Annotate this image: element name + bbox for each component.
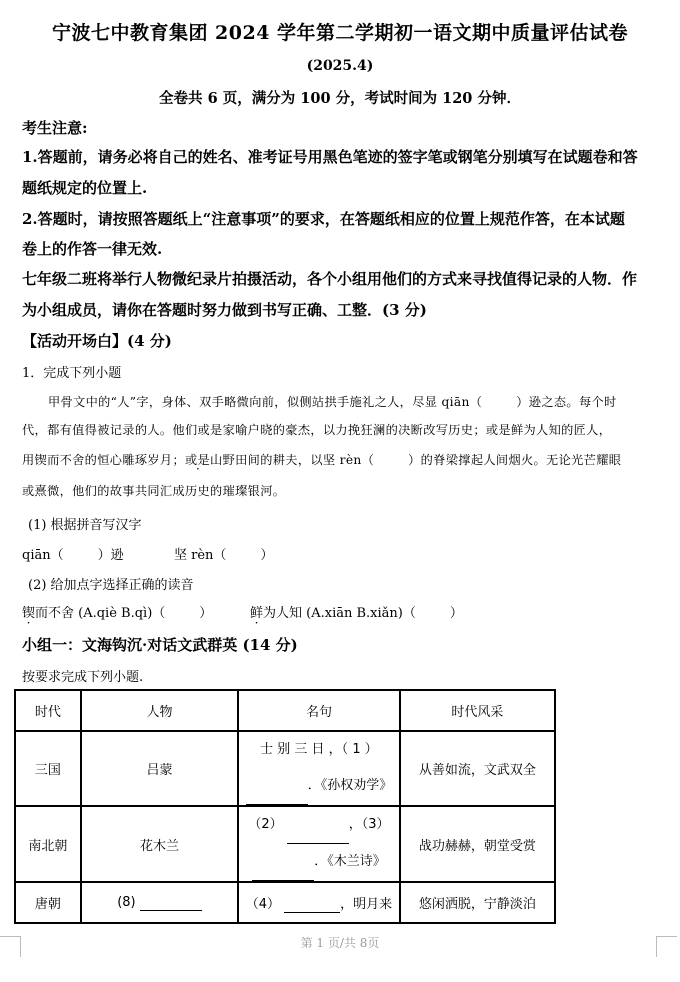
- cell-quote: （2） ，（3） ．《木兰诗》: [238, 806, 399, 882]
- exam-score-line: 全卷共 6 页，满分为 100 分，考试时间为 120 分钟．: [159, 90, 521, 107]
- table-header-era: 时代: [15, 690, 81, 731]
- exam-date: (2025.4): [306, 58, 374, 74]
- cell-era: 唐朝: [15, 882, 81, 923]
- answer-line-1[interactable]: [246, 768, 308, 805]
- note-2-line-a: 2.答题时，请按照答题纸上“注意事项”的要求，在答题纸相应的位置上规范作答，在本试题: [22, 210, 625, 228]
- cell-person: 吕蒙: [81, 731, 238, 806]
- subquestion-2-item-b: 鲜为人知 (A.xiān B.xiǎn)（ ）: [250, 606, 463, 621]
- passage-line-4: 或熹微，他们的故事共同汇成历史的璀璨银河。: [22, 484, 286, 498]
- answer-line-8[interactable]: [140, 895, 202, 911]
- passage-line-2: 代，都有值得被记录的人。他们或是家喻户晓的豪杰，以力挽狂澜的决断改写历史；或是鲜为人知的匠人，: [22, 423, 612, 437]
- page-footer: 第 1 页/共 8页: [300, 936, 380, 950]
- passage-line-1: 甲骨文中的“人”字，身体、双手略微向前，似侧站拱手施礼之人，尽显 qiān（ ）逊之态。每个时: [48, 395, 617, 409]
- subquestion-1-label: (1) 根据拼音写汉字: [28, 518, 142, 533]
- group1-instruction: 按要求完成下列小题.: [22, 670, 144, 685]
- intro-line-a: 七年级二班将举行人物微纪录片拍摄活动，各个小组用他们的方式来寻找值得记录的人物．作: [22, 270, 638, 288]
- note-1-line-b: 题纸规定的位置上.: [22, 179, 148, 197]
- table-row: [15, 731, 555, 806]
- cell-era: 南北朝: [15, 806, 81, 882]
- subquestion-2-label: (2) 给加点字选择正确的读音: [28, 578, 194, 593]
- question-1-label: 1．完成下列小题: [22, 366, 122, 381]
- cell-style: 从善如流，文武双全: [400, 731, 555, 806]
- exam-title: 宁波七中教育集团 2024 学年第二学期初一语文期中质量评估试卷: [51, 22, 629, 44]
- answer-line-3[interactable]: [252, 844, 314, 881]
- subquestion-1-item-a: qiān（ ）逊: [22, 548, 124, 563]
- notes-heading: 考生注意:: [22, 119, 88, 137]
- cell-style: 战功赫赫，朝堂受赏: [400, 806, 555, 882]
- intro-line-b: 为小组成员，请你在答题时努力做到书写正确、工整．(3 分): [22, 301, 427, 319]
- cell-style: 悠闲洒脱，宁静淡泊: [400, 882, 555, 923]
- cell-quote: （4） ，明月来: [238, 882, 399, 923]
- table-row: [15, 806, 555, 882]
- table-header-quote: 名句: [238, 690, 399, 731]
- subquestion-1-item-b: 坚 rèn（ ）: [174, 548, 274, 563]
- subquestion-2-item-a: 锲而不舍 (A.qiè B.qì)（ ）: [22, 606, 213, 621]
- answer-line-2[interactable]: [287, 807, 349, 844]
- cell-person: 花木兰: [81, 806, 238, 882]
- cell-quote: 士 别 三 日 ，（ 1 ） ．《孙权劝学》: [238, 731, 399, 806]
- table-header-person: 人物: [81, 690, 238, 731]
- answer-line-4[interactable]: [284, 897, 340, 913]
- note-1-line-a: 1.答题前，请务必将自己的姓名、准考证号用黑色笔迹的签字笔或钢笔分别填写在试题卷和答: [22, 148, 638, 166]
- figures-table: [14, 689, 556, 924]
- note-2-line-b: 卷上的作答一律无效.: [22, 240, 163, 258]
- group1-heading: 小组一：文海钩沉·对话文武群英 (14 分): [22, 636, 298, 654]
- table-header-style: 时代风采: [400, 690, 555, 731]
- table-row: [15, 882, 555, 923]
- cell-era: 三国: [15, 731, 81, 806]
- passage-line-3: 用锲而不舍的恒心雕琢岁月；或是山野田间的耕夫，以坚 rèn（ · ）的脊梁撑起人间烟火。无论光芒耀眼: [22, 451, 621, 468]
- section1-heading: 【活动开场白】(4 分): [22, 332, 172, 350]
- cell-person: (8): [81, 882, 238, 923]
